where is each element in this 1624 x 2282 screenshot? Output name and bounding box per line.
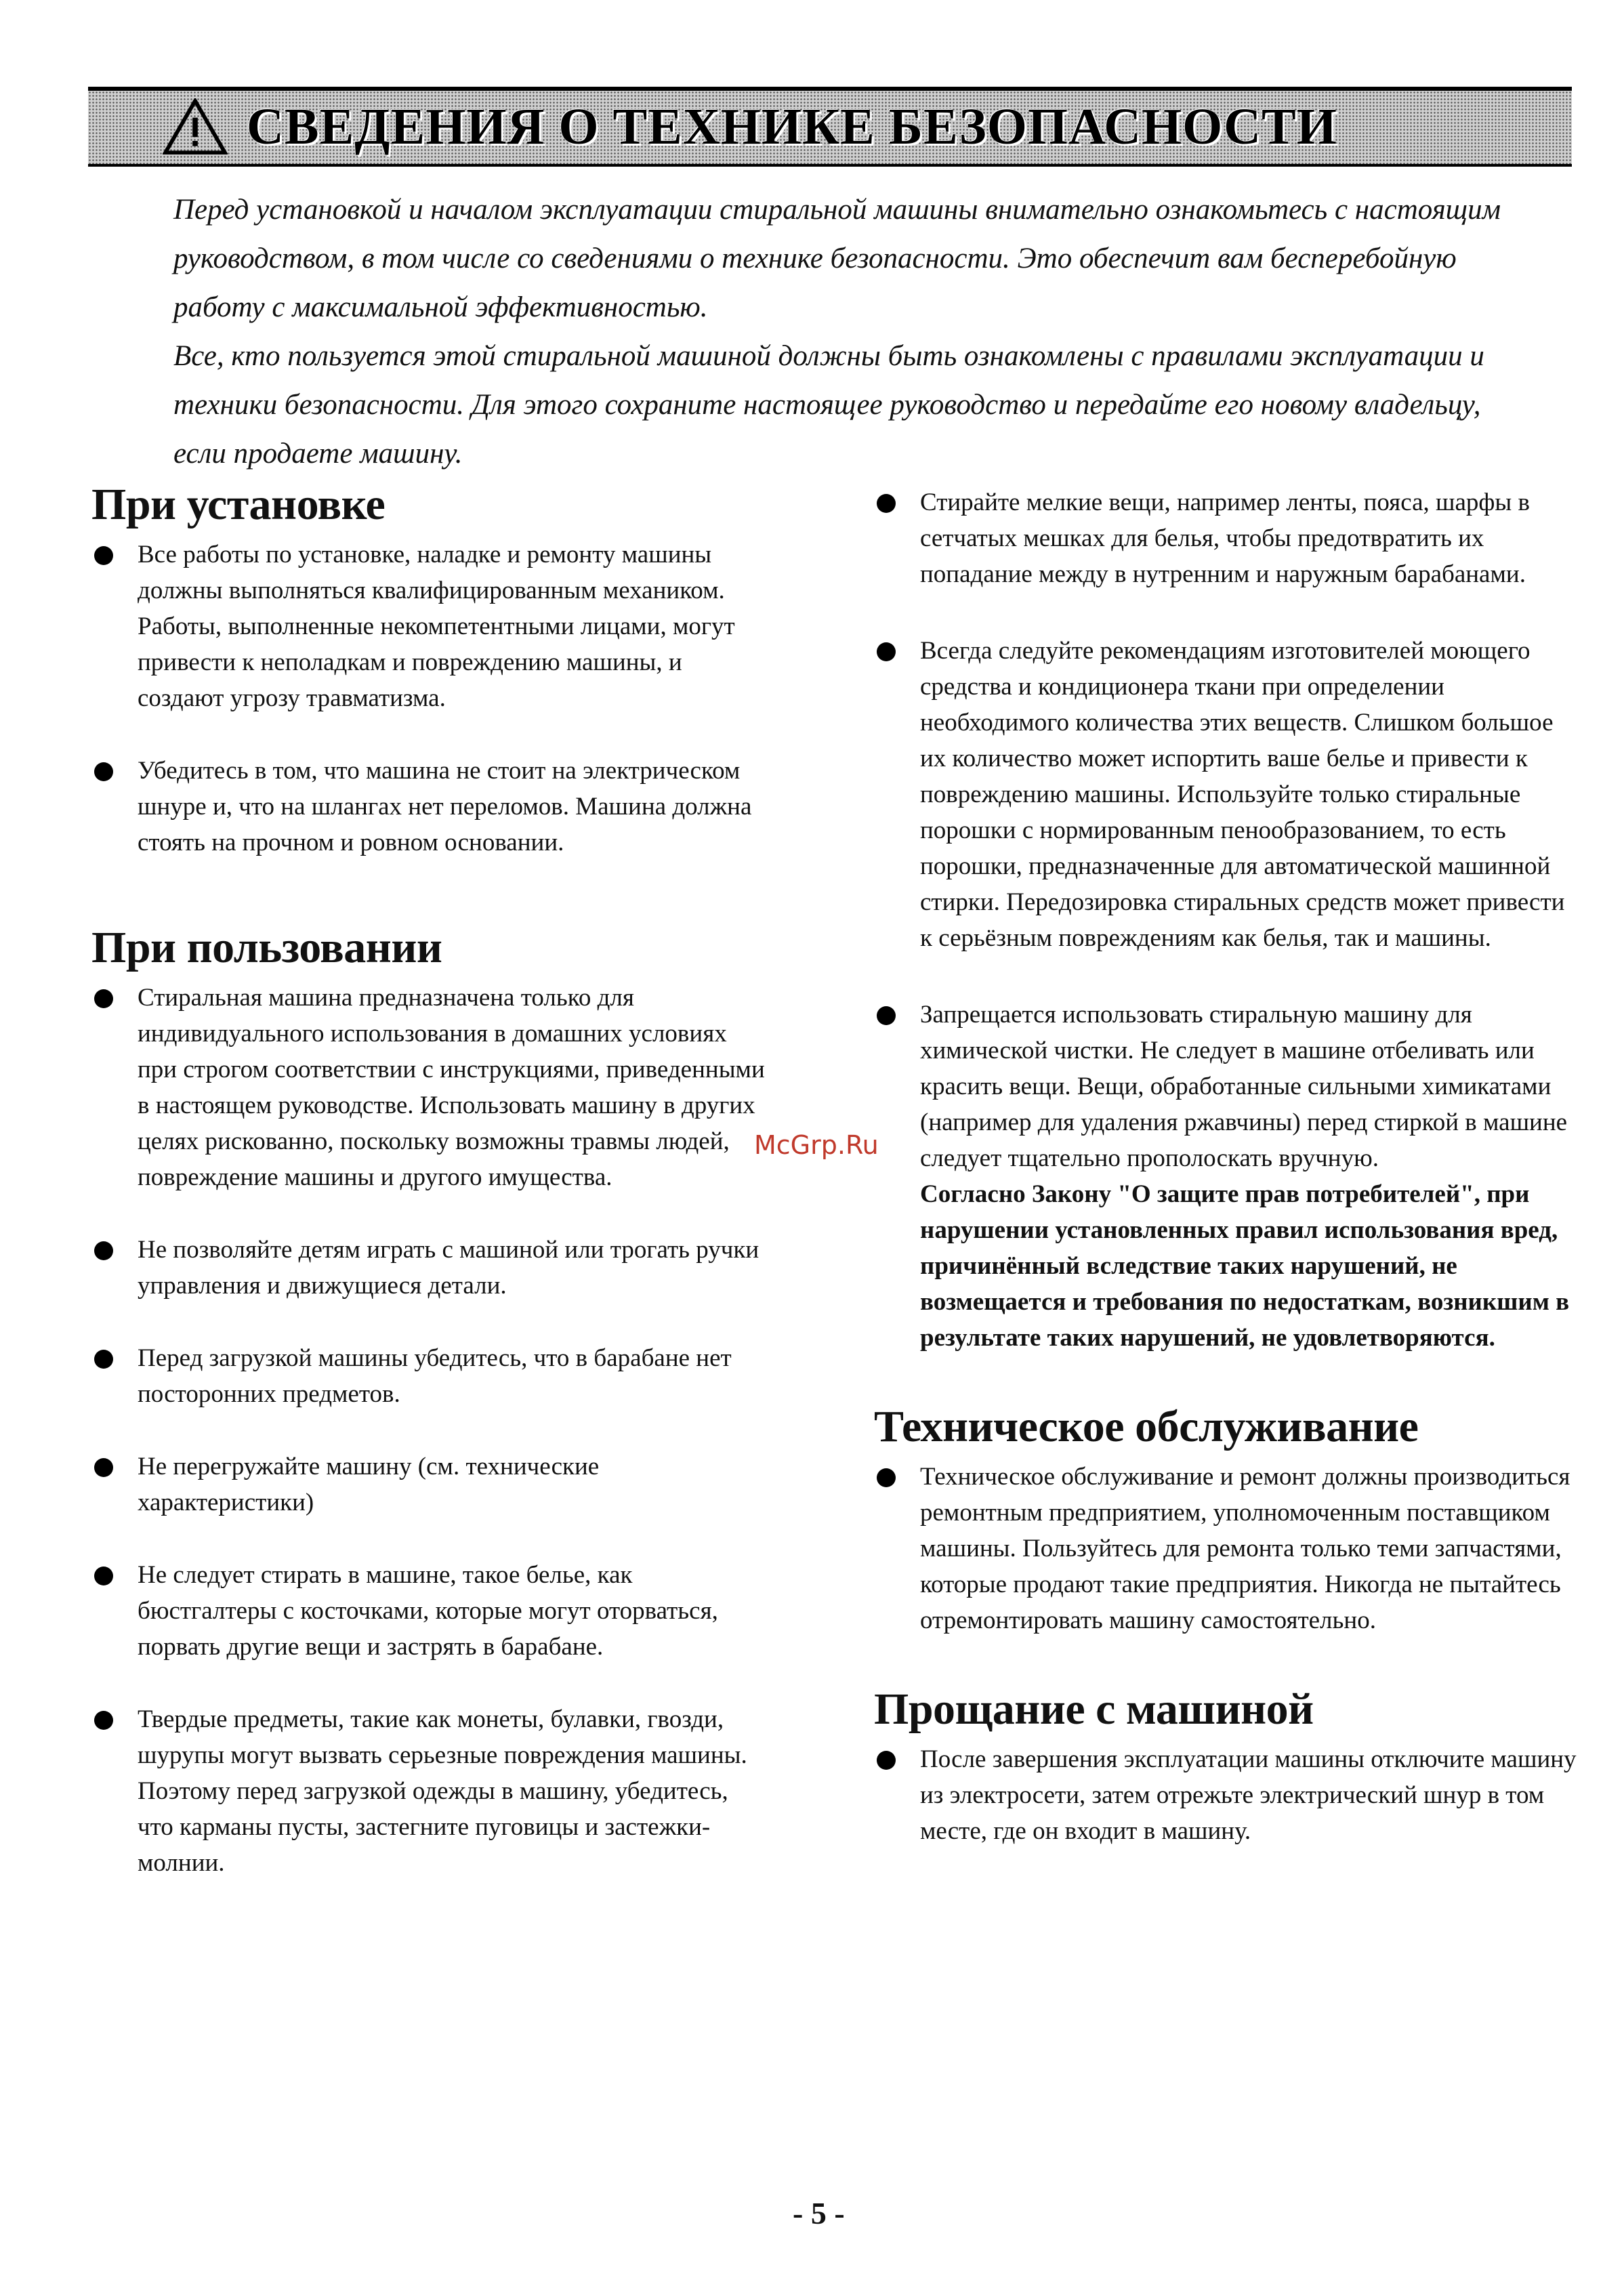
- list-item-text: Не перегружайте машину (см. технические характеристики): [138, 1453, 600, 1516]
- list-item-text: Техническое обслуживание и ремонт должны производиться ремонтным предприятием, уполномоченным поставщиком машины. Пользуйтесь для ремонта только теми запчастями, которые продают такие предприятия. Никогда не пытайтесь отремонтировать машину самостоятельно.: [920, 1463, 1570, 1634]
- list-item-text: Убедитесь в том, что машина не стоит на электрическом шнуре и, что на шлангах нет переломов. Машина должна стоять на прочном и ровном основании.: [138, 757, 752, 856]
- list-item: [91, 1232, 769, 1304]
- title-banner-content: [163, 98, 1337, 156]
- list-item: [91, 753, 769, 860]
- bullet-icon: [94, 1458, 113, 1477]
- list-item: [91, 1449, 769, 1520]
- list-item-text: Стирайте мелкие вещи, например ленты, пояса, шарфы в сетчатых мешках для белья, чтобы предотвратить их попадание между в нутренним и наружным барабанами.: [920, 489, 1530, 588]
- list-item: [91, 1557, 769, 1665]
- legal-note: Согласно Закону "О защите прав потребителей", при нарушении установленных правил использования вред, причинённый вследствие таких нарушений, не возмещается и требования по недостаткам, возникшим в результате таких нарушений, не удовлетворяются.: [920, 1180, 1570, 1352]
- warning-triangle-icon: [163, 98, 228, 155]
- list-item-text: После завершения эксплуатации машины отключите машину из электросети, затем отрежьте электрический шнур в том месте, где он входит в машину.: [920, 1745, 1577, 1845]
- title-banner: [88, 87, 1572, 167]
- intro-paragraph: Перед установкой и началом эксплуатации стиральной машины внимательно ознакомьтесь с настоящим руководством, в том числе со сведениями о технике безопасности. Это обеспечит вам бесперебойную работу с максимальной эффективностью.: [173, 194, 1501, 323]
- bullet-icon: [94, 1350, 113, 1369]
- right-column: [874, 484, 1579, 1849]
- left-column: [91, 474, 769, 1881]
- intro-text: [173, 186, 1522, 478]
- watermark: McGrp.Ru: [754, 1130, 879, 1160]
- section-heading-installation: При установке: [91, 480, 386, 529]
- list-item: [874, 997, 1579, 1356]
- list-item-text: Твердые предметы, такие как монеты, булавки, гвозди, шурупы могут вызвать серьезные повреждения машины. Поэтому перед загрузкой одежды в машину, убедитесь, что карманы пусты, застегните пуговицы и застежки-молнии.: [138, 1705, 747, 1877]
- section-heading-maintenance: Техническое обслуживание: [874, 1402, 1419, 1451]
- bullet-icon: [94, 989, 113, 1008]
- bullet-icon: [877, 642, 896, 661]
- bullet-icon: [94, 762, 113, 781]
- list-item: [874, 1741, 1579, 1849]
- list-item: [874, 1459, 1579, 1638]
- section-heading-disposal: Прощание с машиной: [874, 1684, 1314, 1734]
- list-item: [91, 1340, 769, 1412]
- section-heading-usage: При пользовании: [91, 923, 442, 972]
- bullet-icon: [877, 494, 896, 513]
- list-item: [874, 484, 1579, 592]
- bullet-icon: [94, 1241, 113, 1260]
- list-item-text: Всегда следуйте рекомендациям изготовителей моющего средства и кондиционера ткани при определении необходимого количества этих веществ. Слишком большое их количество может испортить ваше белье и привести к повреждению машины. Используйте только стиральные порошки с нормированным пенообразованием, то есть порошки, предназначенные для автоматической машинной стирки. Передозировка стиральных средств может привести к серьёзным повреждениям как белья, так и машины.: [920, 637, 1565, 952]
- list-item-text: Запрещается использовать стиральную машину для химической чистки. Не следует в машине отбеливать или красить вещи. Вещи, обработанные сильными химикатами (например для удаления ржавчины) перед стиркой в машине следует тщательно прополоскать вручную.: [920, 1001, 1568, 1172]
- list-item: [91, 1701, 769, 1881]
- list-item: [91, 537, 769, 716]
- page-title: СВЕДЕНИЯ О ТЕХНИКЕ БЕЗОПАСНОСТИ: [247, 98, 1337, 155]
- bullet-icon: [94, 546, 113, 565]
- bullet-icon: [877, 1468, 896, 1487]
- bullet-icon: [877, 1006, 896, 1025]
- list-item: [874, 633, 1579, 956]
- list-item-text: Не позволяйте детям играть с машиной или трогать ручки управления и движущиеся детали.: [138, 1236, 759, 1300]
- list-item-text: Стиральная машина предназначена только для индивидуального использования в домашних условиях при строгом соответствии с инструкциями, приведенными в настоящем руководстве. Использовать машину в других целях рискованно, поскольку возможны травмы людей, повреждение машины и другого имущества.: [138, 984, 765, 1191]
- page-number: - 5 -: [793, 2196, 845, 2231]
- list-item-text: Все работы по установке, наладке и ремонту машины должны выполняться квалифицированным механиком. Работы, выполненные некомпетентными лицами, могут привести к неполадкам и повреждению машины, и создают угрозу травматизма.: [138, 541, 735, 712]
- bullet-icon: [877, 1751, 896, 1770]
- intro-paragraph: Все, кто пользуется этой стиральной машиной должны быть ознакомлены с правилами эксплуатации и техники безопасности. Для этого сохраните настоящее руководство и передайте его новому владельцу, если продаете машину.: [173, 340, 1484, 470]
- bullet-icon: [94, 1567, 113, 1585]
- list-item: [91, 980, 769, 1195]
- list-item-text: Не следует стирать в машине, такое белье, как бюстгалтеры с косточками, которые могут оторваться, порвать другие вещи и застрять в барабане.: [138, 1561, 718, 1661]
- bullet-icon: [94, 1711, 113, 1730]
- list-item-text: Перед загрузкой машины убедитесь, что в барабане нет посторонних предметов.: [138, 1344, 732, 1408]
